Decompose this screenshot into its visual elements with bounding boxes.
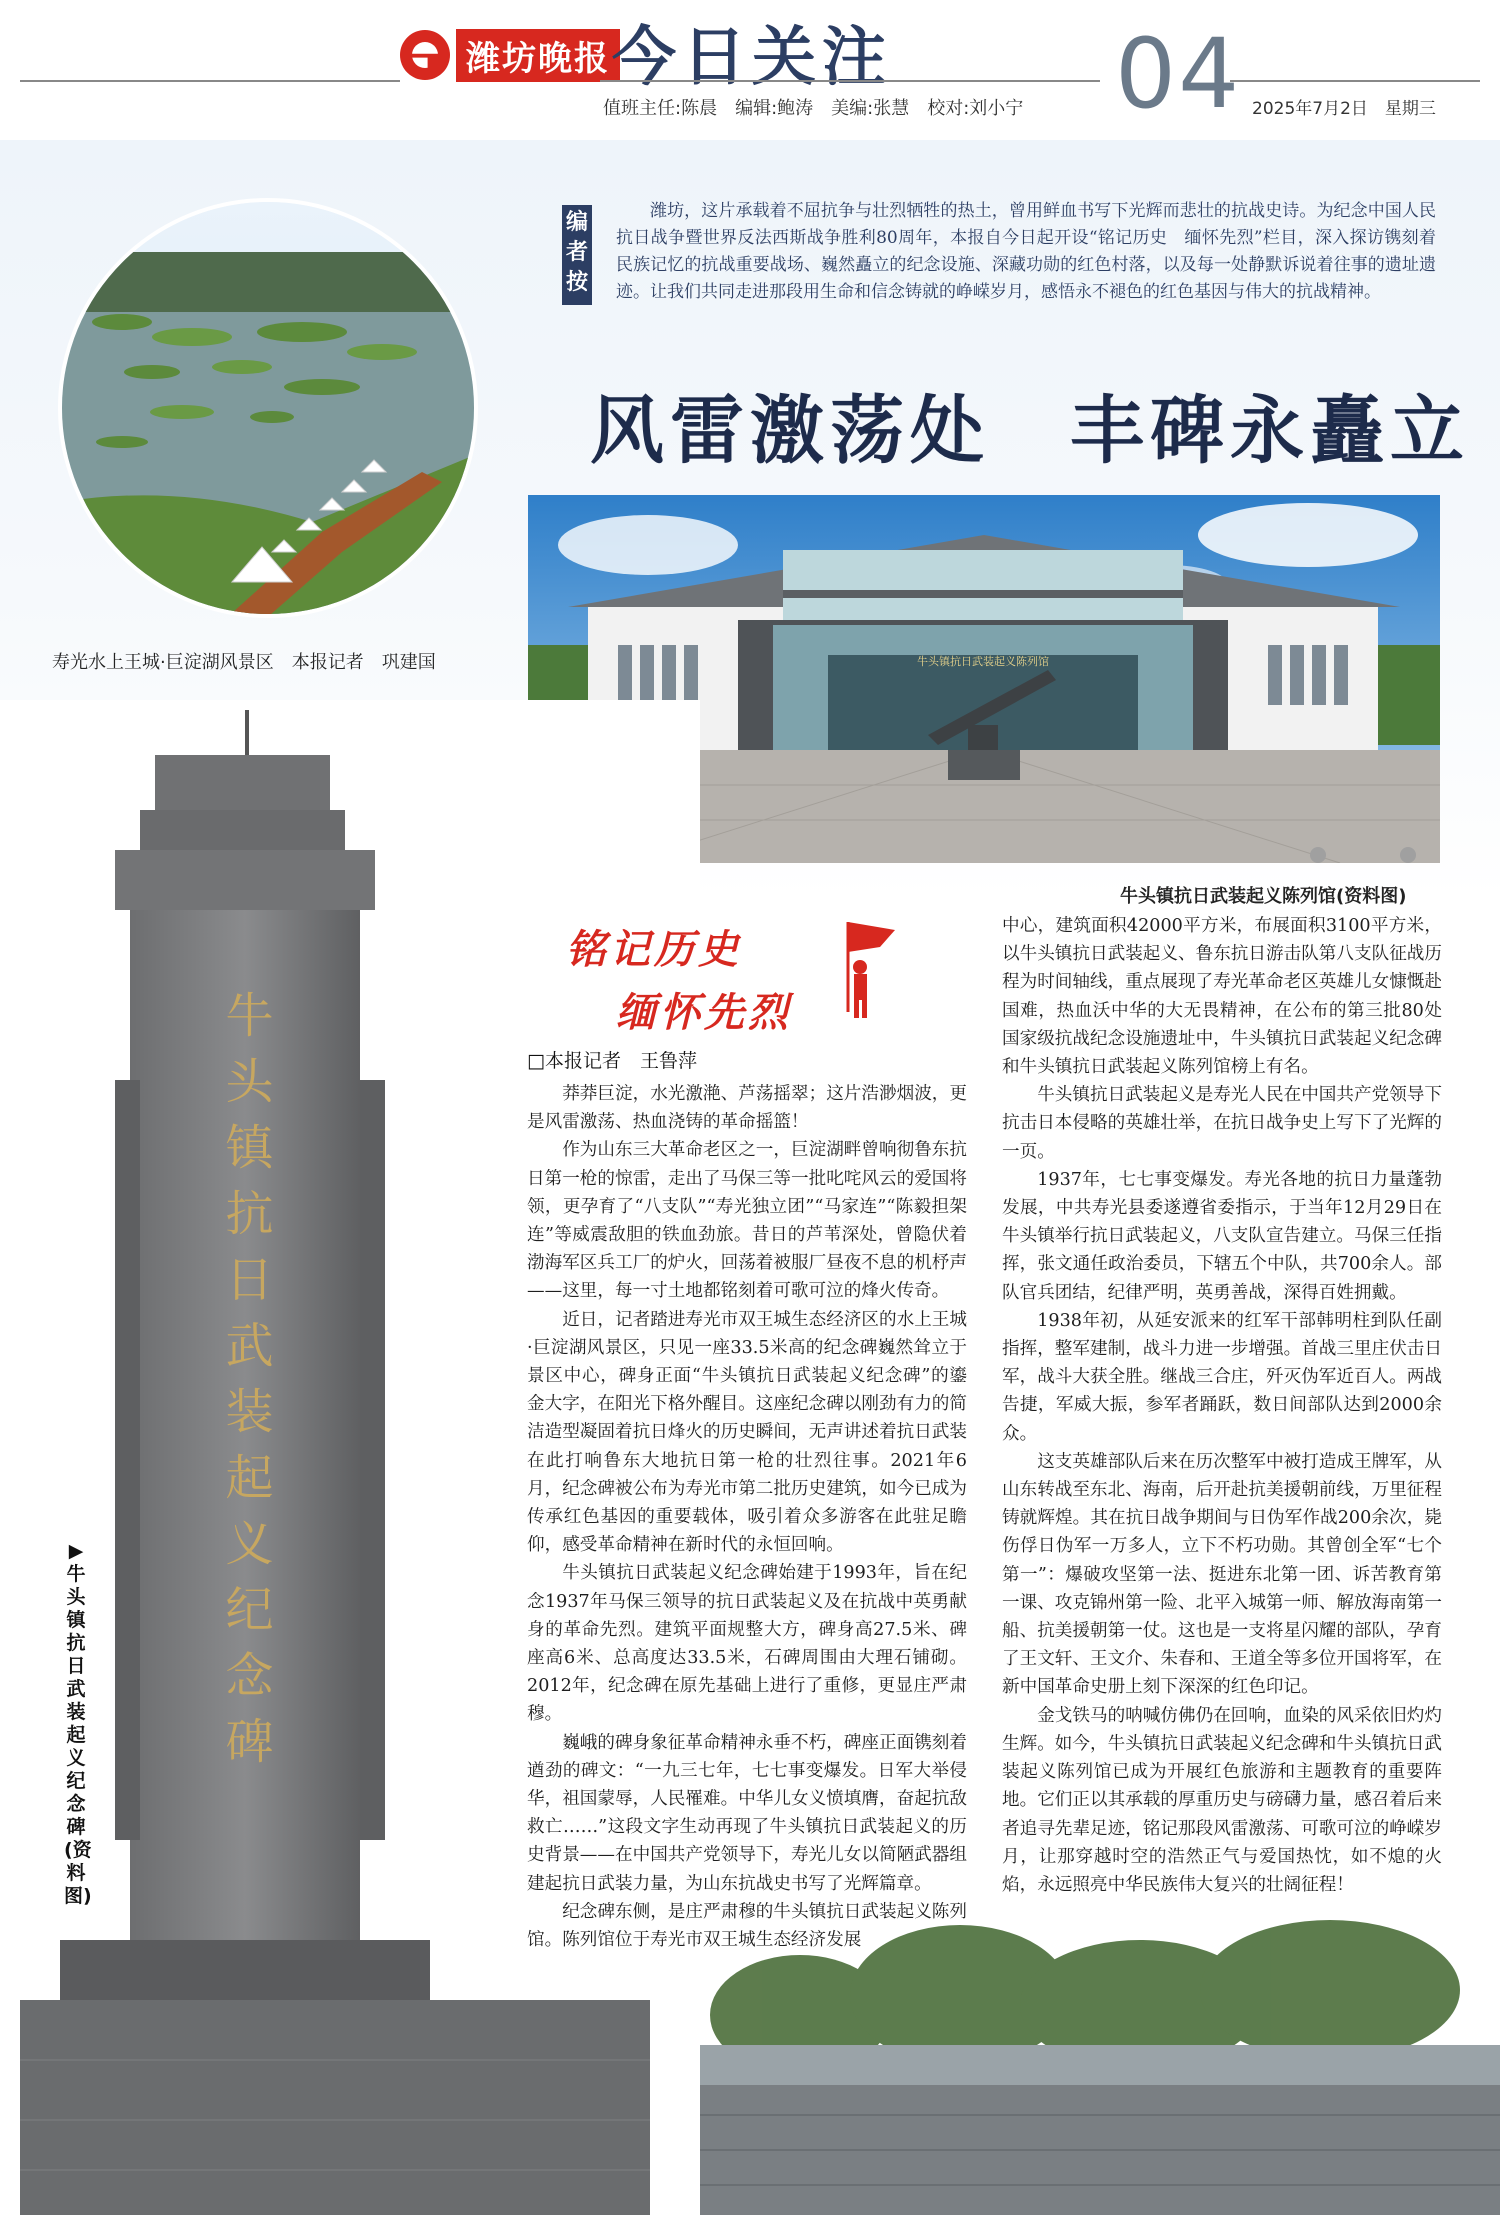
- paragraph: 牛头镇抗日武装起义是寿光人民在中国共产党领导下抗击日本侵略的英雄壮举，在抗日战争史上写下了光辉的一页。: [1002, 1085, 1442, 1162]
- paragraph-continued: 中心，建筑面积42000平方米，布展面积3100平方米，以牛头镇抗日武装起义、鲁东抗日游击队第八支队征战历程为时间轴线，重点展现了寿光革命老区英雄儿女慷慨赴国难，热血沃中华的大无畏精神，在公布的第三批80处国家级抗战纪念设施遗址中，牛头镇抗日武装起义纪念碑和牛头镇抗日武装起义陈列馆榜上有名。: [1002, 916, 1442, 1078]
- flag-soldier-icon: [820, 912, 900, 1022]
- issue-date: 2025年7月2日 星期三: [1252, 99, 1436, 119]
- paper-name: 潍坊晚报: [456, 29, 620, 82]
- section-title: 今日关注: [612, 20, 892, 95]
- banner-line-1: 铭记历史: [566, 927, 742, 973]
- logo-icon: [400, 30, 450, 80]
- headline: 风雷激荡处 丰碑永矗立: [590, 388, 1470, 474]
- article-column-1: [527, 1080, 967, 1954]
- lake-illustration: [62, 202, 478, 618]
- article-column-2: [1002, 912, 1442, 1899]
- column-banner: [566, 918, 792, 1038]
- museum-photo-caption: 牛头镇抗日武装起义陈列馆(资料图): [1120, 886, 1407, 907]
- paragraph: 近日，记者踏进寿光市双王城生态经济区的水上王城·巨淀湖风景区，只见一座33.5米高的纪念碑巍然耸立于景区中心，碑身正面“牛头镇抗日武装起义纪念碑”的鎏金大字，在阳光下格外醒目。这座纪念碑以刚劲有力的简洁造型凝固着抗日烽火的历史瞬间，无声讲述着抗日武装在此打响鲁东大地抗日第一枪的壮烈往事。2021年6月，纪念碑被公布为寿光市第二批历史建筑，如今已成为传承红色基因的重要载体，吸引着众多游客在此驻足瞻仰，感受革命精神在新时代的永恒回响。: [527, 1309, 967, 1556]
- editor-note: 潍坊，这片承载着不屈抗争与壮烈牺牲的热土，曾用鲜血书写下光辉而悲壮的抗战史诗。为纪念中国人民抗日战争暨世界反法西斯战争胜利80周年，本报自今日起开设“铭记历史 缅怀先烈”栏目，深入探访镌刻着民族记忆的抗战重要战场、巍然矗立的纪念设施、深藏功勋的红色村落，以及每一处静默诉说着往事的遗址遗迹。让我们共同走进那段用生命和信念铸就的峥嵘岁月，感悟永不褪色的红色基因与伟大的抗战精神。: [616, 201, 1436, 302]
- paragraph: 莽莽巨淀，水光激滟、芦荡摇翠；这片浩渺烟波，更是风雷激荡、热血浇铸的革命摇篮！: [527, 1084, 967, 1133]
- paragraph: 牛头镇抗日武装起义纪念碑始建于1993年，旨在纪念1937年马保三领导的抗日武装起义及在抗战中英勇献身的革命先烈。建筑平面规整大方，碑身高27.5米、碑座高6米、总高度达33.5米，石碑周围由大理石铺砌。2012年，纪念碑在原先基础上进行了重修，更显庄严肃穆。: [527, 1563, 967, 1725]
- rule-right: [1230, 80, 1480, 82]
- editor-note-label: 编者按: [565, 210, 588, 295]
- paper-logo: [400, 28, 620, 82]
- paragraph: 巍峨的碑身象征革命精神永垂不朽，碑座正面镌刻着遒劲的碑文：“一九三七年，七七事变爆发。日军大举侵华，祖国蒙辱，人民罹难。中华儿女义愤填膺，奋起抗敌救亡……”这段文字生动再现了牛头镇抗日武装起义的历史背景——在中国共产党领导下，寿光儿女以简陋武器组建起抗日武装力量，为山东抗战史书写了光辉篇章。: [527, 1732, 967, 1894]
- rule-mid: [600, 80, 1100, 82]
- rule-left: [20, 80, 400, 82]
- paragraph: 1937年，七七事变爆发。寿光各地的抗日力量蓬勃发展，中共寿光县委遂遵省委指示，于当年12月29日在牛头镇举行抗日武装起义，八支队宣告建立。马保三任指挥，张文通任政治委员，下辖五个中队，共700余人。部队官兵团结，纪律严明，英勇善战，深得百姓拥戴。: [1002, 1169, 1442, 1303]
- monument-photo-caption: ▶牛头镇抗日武装起义纪念碑(资料图): [64, 1540, 92, 1907]
- banner-line-2: 缅怀先烈: [616, 990, 792, 1036]
- monument-inscription: 牛头镇抗日武装起义纪念碑: [217, 990, 273, 1782]
- paragraph: 金戈铁马的呐喊仿佛仍在回响，血染的风采依旧灼灼生辉。如今，牛头镇抗日武装起义纪念碑和牛头镇抗日武装起义陈列馆已成为开展红色旅游和主题教育的重要阵地。它们正以其承载的厚重历史与磅礴力量，感召着后来者追寻先辈足迹，铭记那段风雷激荡、可歌可泣的峥嵘岁月，让那穿越时空的浩然正气与爱国热忱，如不熄的火焰，永远照亮中华民族伟大复兴的壮阔征程！: [1002, 1705, 1442, 1895]
- paragraph: 这支英雄部队后来在历次整军中被打造成王牌军，从山东转战至东北、海南，后开赴抗美援朝前线，万里征程铸就辉煌。其在抗日战争期间与日伪军作战200余次，毙伤俘日伪军一万多人，立下不朽功勋。其曾创全军“七个第一”：爆破攻坚第一法、挺进东北第一团、诉苦教育第一课、攻克锦州第一险、北平入城第一师、解放海南第一船、抗美援朝第一仗。这也是一支将星闪耀的部队，孕育了王文轩、王文介、朱春和、王道全等多位开国将军，在新中国革命史册上刻下深深的红色印记。: [1002, 1451, 1442, 1698]
- byline: □本报记者 王鲁萍: [527, 1050, 697, 1072]
- lake-photo: [58, 198, 478, 618]
- paragraph: 作为山东三大革命老区之一，巨淀湖畔曾响彻鲁东抗日第一枪的惊雷，走出了马保三等一批叱咤风云的爱国将领，更孕育了“八支队”“寿光独立团”“马家连”“陈毅担架连”等威震敌胆的铁血劲旅。昔日的芦苇深处，曾隐伏着渤海军区兵工厂的炉火，回荡着被服厂昼夜不息的机杼声——这里，每一寸土地都铭刻着可歌可泣的烽火传奇。: [527, 1140, 967, 1302]
- museum-sign: 牛头镇抗日武装起义陈列馆: [917, 655, 1049, 668]
- paragraph: 纪念碑东侧，是庄严肃穆的牛头镇抗日武装起义陈列馆。陈列馆位于寿光市双王城生态经济发展: [527, 1901, 967, 1951]
- lake-photo-caption: 寿光水上王城·巨淀湖风景区 本报记者 巩建国: [52, 652, 436, 673]
- masthead: [0, 0, 1500, 135]
- page-number: 04: [1115, 18, 1242, 130]
- staff-line: 值班主任:陈晨 编辑:鲍涛 美编:张慧 校对:刘小宁: [603, 98, 1024, 119]
- paragraph: 1938年初，从延安派来的红军干部韩明柱到队任副指挥，整军建制，战斗力进一步增强。首战三里庄伏击日军，战斗大获全胜。继战三合庄，歼灭伪军近百人。两战告捷，军威大振，参军者踊跃，数日间部队达到2000余众。: [1002, 1310, 1442, 1444]
